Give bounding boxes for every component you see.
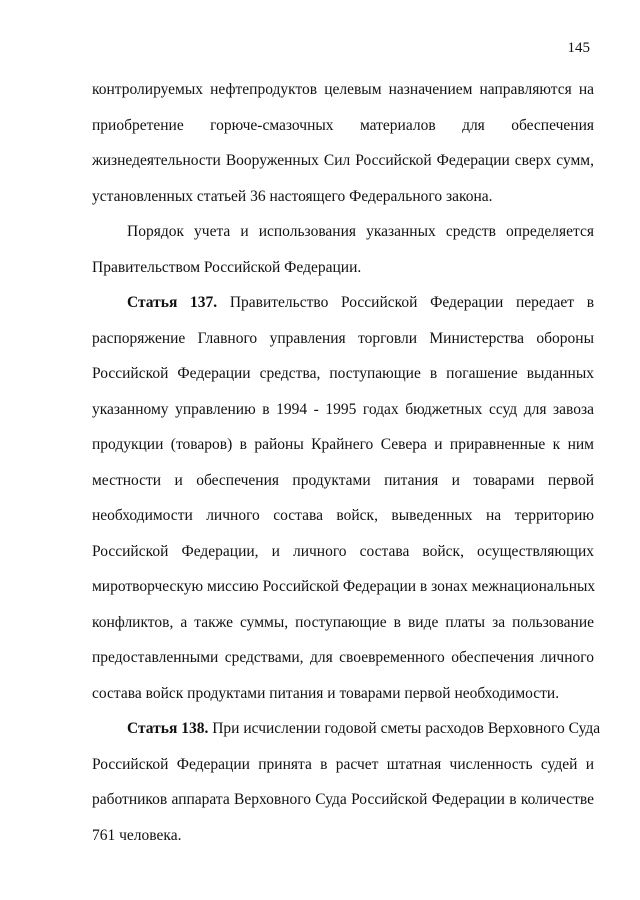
text-line — [92, 285, 594, 321]
paragraph-article-137 — [92, 285, 594, 711]
text-line — [92, 711, 601, 747]
text-line: контролируемых нефтепродуктов целевым назначением направляются на — [92, 81, 594, 98]
text-line: жизнедеятельности Вооруженных Сил Российской Федерации сверх сумм, — [92, 152, 594, 169]
text-line: продукции (товаров) в районы Крайнего Севера и приравненные к ним — [92, 436, 594, 453]
text-line: 761 человека. — [92, 826, 182, 844]
text-line: необходимости личного состава войск, выведенных на территорию — [92, 507, 594, 524]
paragraph-continuation — [92, 72, 594, 214]
article-137-first-line: Правительство Российской Федерации передает в — [229, 294, 595, 311]
page-number: 145 — [567, 40, 590, 56]
article-138-first-line: При исчислении годовой сметы расходов Верховного Суда — [212, 720, 601, 737]
text-line: местности и обеспечения продуктами питания и товарами первой — [92, 471, 594, 489]
article-137-title: Статья 137. — [127, 294, 218, 311]
text-line: работников аппарата Верховного Суда Российской Федерации в количестве — [92, 791, 594, 808]
text-line: предоставленными средствами, для своевременного обеспечения личного — [92, 649, 594, 666]
text-line: миротворческую миссию Российской Федерации в зонах межнациональных — [92, 578, 596, 595]
text-line: Российской Федерации принята в расчет штатная численность судей и — [92, 755, 594, 773]
text-line: Российской Федерации средства, поступающие в погашение выданных — [92, 365, 594, 382]
text-line: состава войск продуктами питания и товарами первой необходимости. — [92, 684, 560, 702]
text-line: Правительством Российской Федерации. — [92, 258, 362, 276]
text-line: распоряжение Главного управления торговли Министерства обороны — [92, 329, 594, 347]
text-line: Порядок учета и использования указанных средств определяется — [127, 223, 594, 240]
paragraph-article-138 — [92, 711, 601, 853]
text-line: приобретение горюче-смазочных материалов для обеспечения — [92, 116, 594, 134]
text-line: конфликтов, а также суммы, поступающие в виде платы за пользование — [92, 613, 594, 631]
text-line: Российской Федерации, и личного состава войск, осуществляющих — [92, 542, 594, 560]
text-line: установленных статьей 36 настоящего Федерального закона. — [92, 187, 493, 205]
document-body — [92, 72, 601, 853]
paragraph-procedure — [92, 214, 594, 285]
article-138-title: Статья 138. — [127, 720, 209, 737]
text-line: указанному управлению в 1994 - 1995 годах бюджетных ссуд для завоза — [92, 400, 594, 418]
